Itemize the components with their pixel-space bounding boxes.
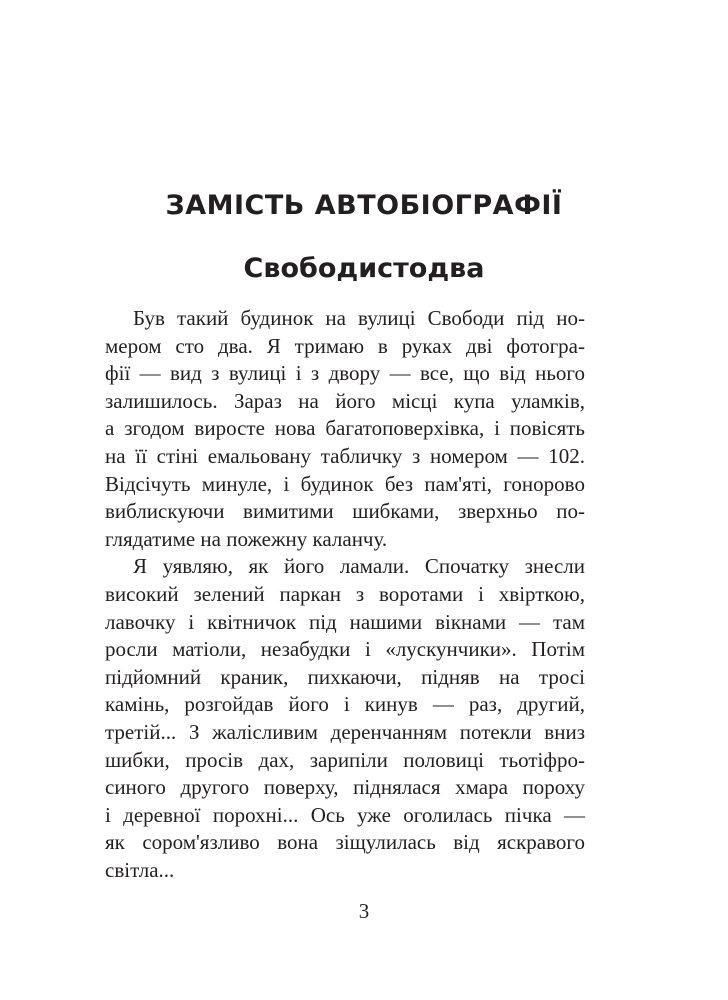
text-line: фії — вид з вулиці і з двору — все, що від нього xyxy=(105,361,585,386)
text-line: Був такий будинок на вулиці Свободи під но- xyxy=(133,306,585,330)
text-line: лавочку і квітничок під нашими вікнами — там xyxy=(105,609,585,634)
text-line: і деревної порохні... Ось уже оголилась пічка — xyxy=(105,802,585,827)
chapter-title: ЗАМІСТЬ АВТОБІОГРАФІЇ xyxy=(165,190,563,221)
text-line: на її стіні емальовану табличку з номером — 102. xyxy=(105,443,585,468)
text-line: як сором'язливо вона зіщулилась від яскравого xyxy=(105,830,585,855)
page-number: 3 xyxy=(358,899,370,923)
text-line: синого другого поверху, піднялася хмара пороху xyxy=(105,775,585,800)
body-text xyxy=(105,305,585,884)
text-line: росли матіоли, незабудки і «лускунчики». Потім xyxy=(105,637,585,662)
text-line: Відсічуть минуле, і будинок без пам'яті, гоноровo xyxy=(105,471,585,496)
text-line: мером сто два. Я тримаю в руках дві фотогра- xyxy=(105,333,585,358)
text-line: Я уявляю, як його ламали. Спочатку знесли xyxy=(133,554,585,579)
section-title: Свободистодва xyxy=(243,253,485,284)
text-line: а згодом виросте нова багатоповерхівка, і повісять xyxy=(105,416,585,441)
text-line: шибки, просів дах, зарипіли половиці тьотіфро- xyxy=(105,747,585,772)
text-line: високий зелений паркан з воротами і хвірткою, xyxy=(105,581,585,606)
text-line: залишилось. Зараз на його місці купа уламків, xyxy=(105,388,585,413)
text-line: підйомний краник, пихкаючи, підняв на тросі xyxy=(105,664,585,689)
text-line: виблискуючи вимитими шибками, зверхньо по- xyxy=(105,499,585,524)
text-line: камінь, розгойдав його і кинув — раз, другий, xyxy=(105,692,585,717)
text-line: глядатиме на пожежну каланчу. xyxy=(105,526,388,551)
text-line: третій... З жалісливим деренчанням потекли вниз xyxy=(105,719,585,744)
paragraph-2 xyxy=(105,553,585,884)
paragraph-1 xyxy=(105,305,585,553)
text-line: світла... xyxy=(105,857,175,882)
